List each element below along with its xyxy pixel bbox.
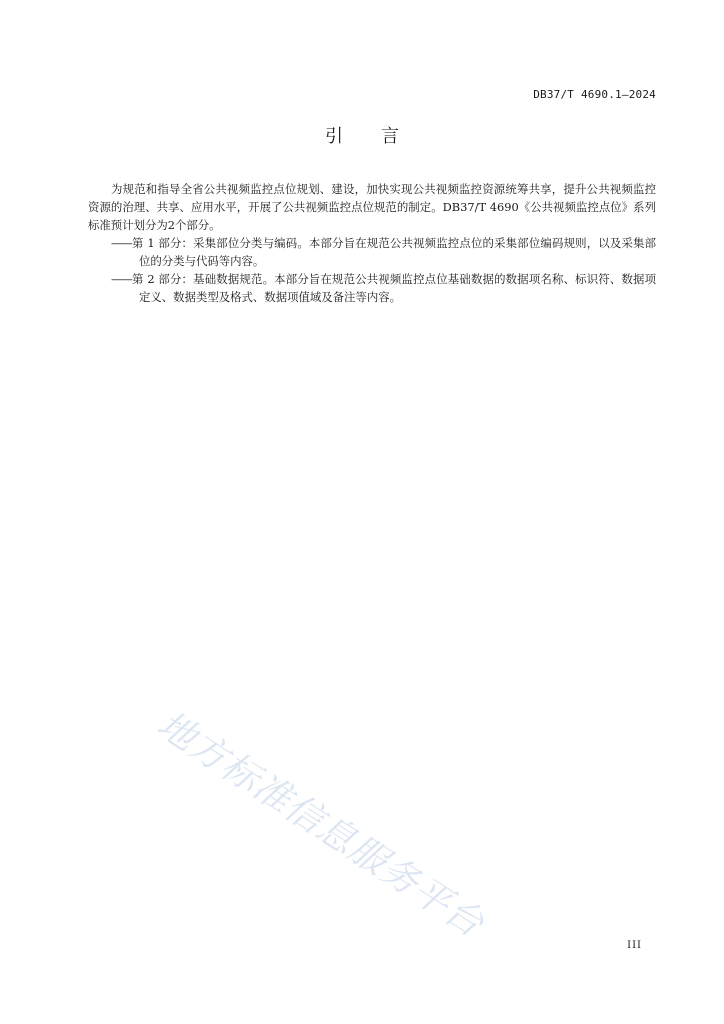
page-number: III (627, 940, 642, 951)
watermark: 地方标准信息服务平台 (149, 702, 492, 946)
list-item-text: 第 2 部分：基础数据规范。本部分旨在规范公共视频监控点位基础数据的数据项名称、标识符、数据项定义、数据类型及格式、数据项值域及备注等内容。 (131, 272, 656, 304)
list-item-part-2 (88, 270, 656, 306)
list-dash: —— (111, 272, 132, 286)
body-text (88, 180, 656, 306)
list-item-part-1 (88, 234, 656, 270)
list-item-text: 第 1 部分：采集部位分类与编码。本部分旨在规范公共视频监控点位的采集部位编码规则，以及采集部位的分类与代码等内容。 (131, 236, 656, 268)
section-title: 引言 (325, 126, 437, 147)
list-dash: —— (111, 236, 132, 250)
document-code: DB37/T 4690.1—2024 (533, 88, 656, 101)
intro-paragraph: 为规范和指导全省公共视频监控点位规划、建设，加快实现公共视频监控资源统筹共享，提升公共视频监控资源的治理、共享、应用水平，开展了公共视频监控点位规范的制定。DB37/T 4690《公共视频监控点位》系列标准预计划分为2个部分。 (88, 182, 656, 232)
